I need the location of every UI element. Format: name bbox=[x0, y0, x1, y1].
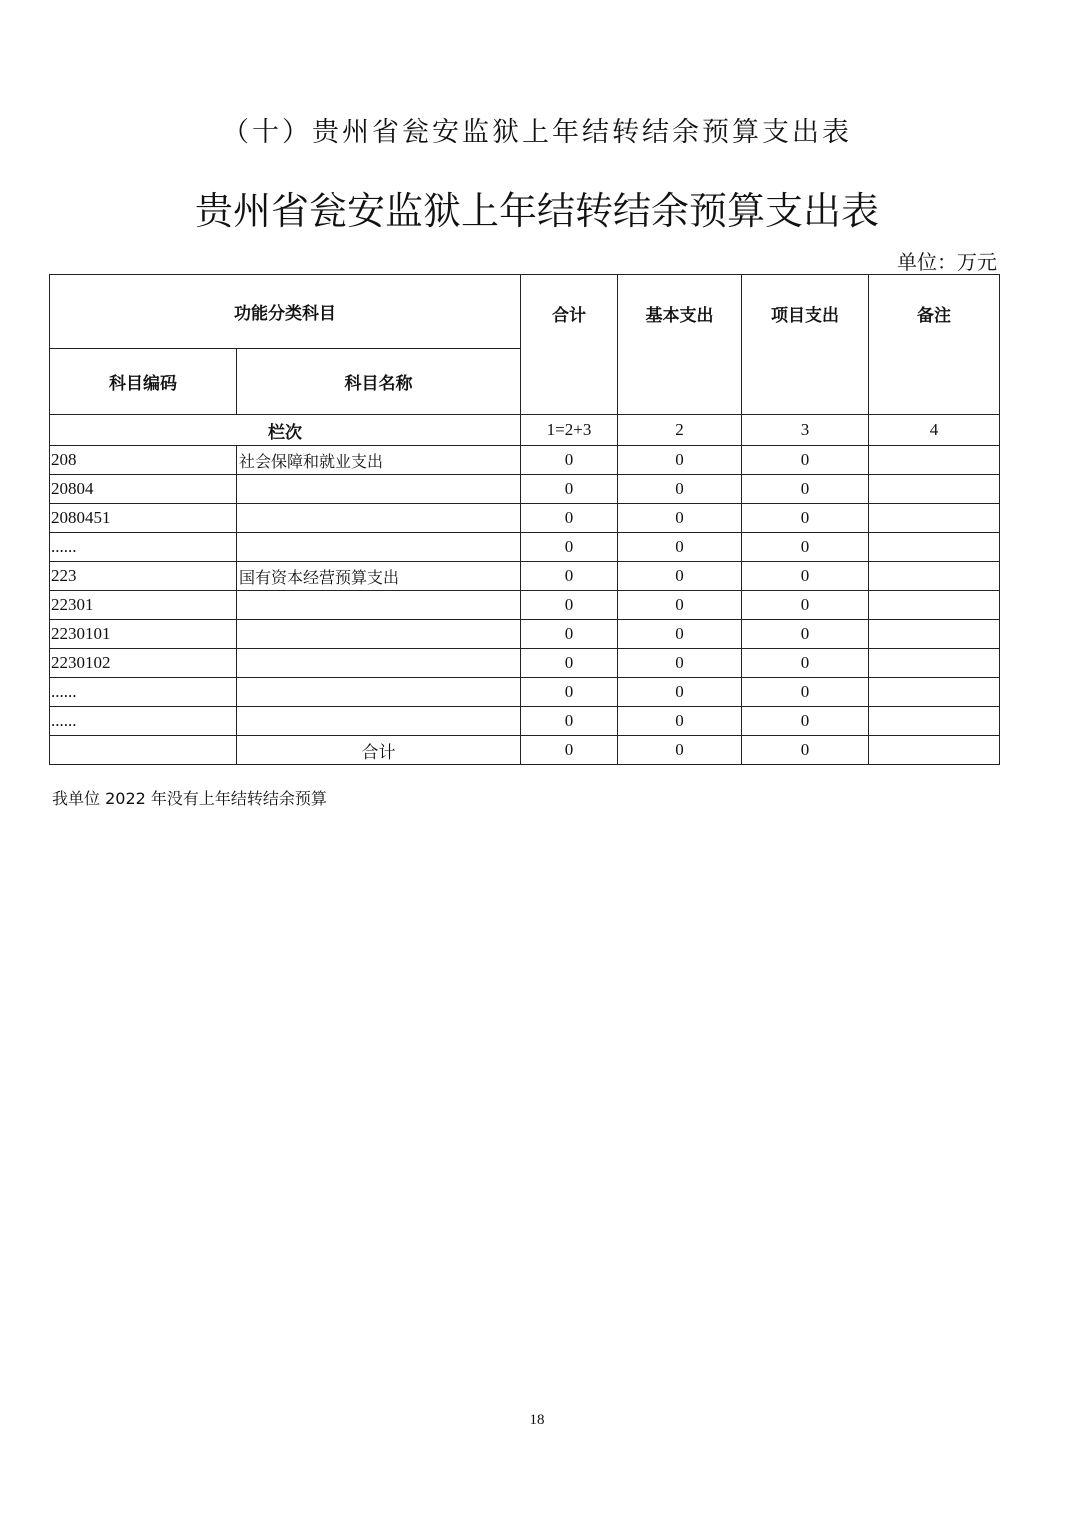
cell-subject-name bbox=[237, 707, 521, 736]
cell-basic-expense: 0 bbox=[618, 678, 742, 707]
table-row bbox=[50, 678, 1000, 707]
cell-basic-expense: 0 bbox=[618, 446, 742, 475]
unit-label: 单位：万元 bbox=[897, 250, 997, 274]
cell-subject-code: 20804 bbox=[50, 475, 237, 504]
cell-subject-name bbox=[237, 533, 521, 562]
footnote: 我单位 2022 年没有上年结转结余预算 bbox=[52, 789, 327, 808]
cell-subject-name bbox=[237, 620, 521, 649]
header-total bbox=[521, 275, 618, 415]
cell-basic-expense: 0 bbox=[618, 649, 742, 678]
cell-remarks bbox=[869, 533, 1000, 562]
cell-basic-expense: 0 bbox=[618, 533, 742, 562]
table-row bbox=[50, 446, 1000, 475]
header-remarks bbox=[869, 275, 1000, 415]
cell-remarks bbox=[869, 707, 1000, 736]
cell-project-expense: 0 bbox=[742, 504, 869, 533]
page-number: 18 bbox=[529, 1412, 545, 1428]
cell-subject-code: 223 bbox=[50, 562, 237, 591]
cell-total: 0 bbox=[521, 591, 618, 620]
cell-project-expense: 0 bbox=[742, 591, 869, 620]
cell-subject-code: 2230101 bbox=[50, 620, 237, 649]
cell-total: 0 bbox=[521, 475, 618, 504]
cell-total: 0 bbox=[521, 562, 618, 591]
cell-remarks bbox=[869, 504, 1000, 533]
cell-basic-expense: 0 bbox=[618, 591, 742, 620]
cell-remarks bbox=[869, 446, 1000, 475]
cell-subject-code: ...... bbox=[50, 678, 237, 707]
table-row bbox=[50, 649, 1000, 678]
cell-project-expense: 0 bbox=[742, 533, 869, 562]
cell-basic-expense: 0 bbox=[618, 475, 742, 504]
cell-total: 0 bbox=[521, 533, 618, 562]
cell-subject-code: 208 bbox=[50, 446, 237, 475]
cell-project-expense: 0 bbox=[742, 475, 869, 504]
cell-basic-expense: 0 bbox=[618, 562, 742, 591]
cell-project-expense: 0 bbox=[742, 678, 869, 707]
cell-subject-code: ...... bbox=[50, 533, 237, 562]
cell-total: 0 bbox=[521, 736, 618, 765]
section-heading: （十）贵州省瓮安监狱上年结转结余预算支出表 bbox=[222, 117, 852, 148]
cell-total: 0 bbox=[521, 707, 618, 736]
column-index-basic: 2 bbox=[618, 415, 742, 446]
cell-project-expense: 0 bbox=[742, 736, 869, 765]
cell-total: 0 bbox=[521, 446, 618, 475]
header-row-1 bbox=[50, 275, 1000, 349]
cell-subject-name bbox=[237, 649, 521, 678]
cell-total: 0 bbox=[521, 649, 618, 678]
cell-subject-code bbox=[50, 736, 237, 765]
cell-remarks bbox=[869, 649, 1000, 678]
cell-project-expense: 0 bbox=[742, 649, 869, 678]
total-row bbox=[50, 736, 1000, 765]
table-row bbox=[50, 620, 1000, 649]
table-row bbox=[50, 562, 1000, 591]
cell-basic-expense: 0 bbox=[618, 707, 742, 736]
header-basic-expense bbox=[618, 275, 742, 415]
cell-subject-name: 社会保障和就业支出 bbox=[237, 446, 521, 475]
cell-total: 0 bbox=[521, 620, 618, 649]
cell-subject-code: 2080451 bbox=[50, 504, 237, 533]
header-subject-code: 科目编码 bbox=[50, 349, 237, 415]
header-project-expense-label: 项目支出 bbox=[771, 306, 839, 326]
table-row bbox=[50, 475, 1000, 504]
cell-project-expense: 0 bbox=[742, 562, 869, 591]
cell-basic-expense: 0 bbox=[618, 504, 742, 533]
budget-table bbox=[49, 274, 1000, 765]
cell-project-expense: 0 bbox=[742, 707, 869, 736]
column-index-total: 1=2+3 bbox=[521, 415, 618, 446]
header-subject-name: 科目名称 bbox=[237, 349, 521, 415]
cell-remarks bbox=[869, 678, 1000, 707]
cell-total: 0 bbox=[521, 504, 618, 533]
cell-remarks bbox=[869, 475, 1000, 504]
column-index-project: 3 bbox=[742, 415, 869, 446]
cell-basic-expense: 0 bbox=[618, 736, 742, 765]
cell-project-expense: 0 bbox=[742, 620, 869, 649]
cell-remarks bbox=[869, 736, 1000, 765]
table-row bbox=[50, 591, 1000, 620]
header-project-expense bbox=[742, 275, 869, 415]
cell-subject-code: 22301 bbox=[50, 591, 237, 620]
cell-subject-code: ...... bbox=[50, 707, 237, 736]
table-row bbox=[50, 504, 1000, 533]
column-index-row bbox=[50, 415, 1000, 446]
page-title: 贵州省瓮安监狱上年结转结余预算支出表 bbox=[194, 189, 879, 233]
table-row bbox=[50, 533, 1000, 562]
cell-total: 0 bbox=[521, 678, 618, 707]
cell-remarks bbox=[869, 620, 1000, 649]
cell-remarks bbox=[869, 591, 1000, 620]
header-basic-expense-label: 基本支出 bbox=[645, 306, 714, 326]
header-remarks-label: 备注 bbox=[917, 306, 951, 326]
cell-project-expense: 0 bbox=[742, 446, 869, 475]
cell-basic-expense: 0 bbox=[618, 620, 742, 649]
column-index-remarks: 4 bbox=[869, 415, 1000, 446]
cell-subject-name: 国有资本经营预算支出 bbox=[237, 562, 521, 591]
cell-remarks bbox=[869, 562, 1000, 591]
column-index-label: 栏次 bbox=[50, 415, 521, 446]
header-functional-category: 功能分类科目 bbox=[50, 275, 521, 349]
cell-subject-name: 合计 bbox=[237, 736, 521, 765]
table-row bbox=[50, 707, 1000, 736]
cell-subject-name bbox=[237, 678, 521, 707]
cell-subject-name bbox=[237, 591, 521, 620]
cell-subject-name bbox=[237, 504, 521, 533]
cell-subject-code: 2230102 bbox=[50, 649, 237, 678]
header-total-label: 合计 bbox=[552, 306, 586, 326]
cell-subject-name bbox=[237, 475, 521, 504]
